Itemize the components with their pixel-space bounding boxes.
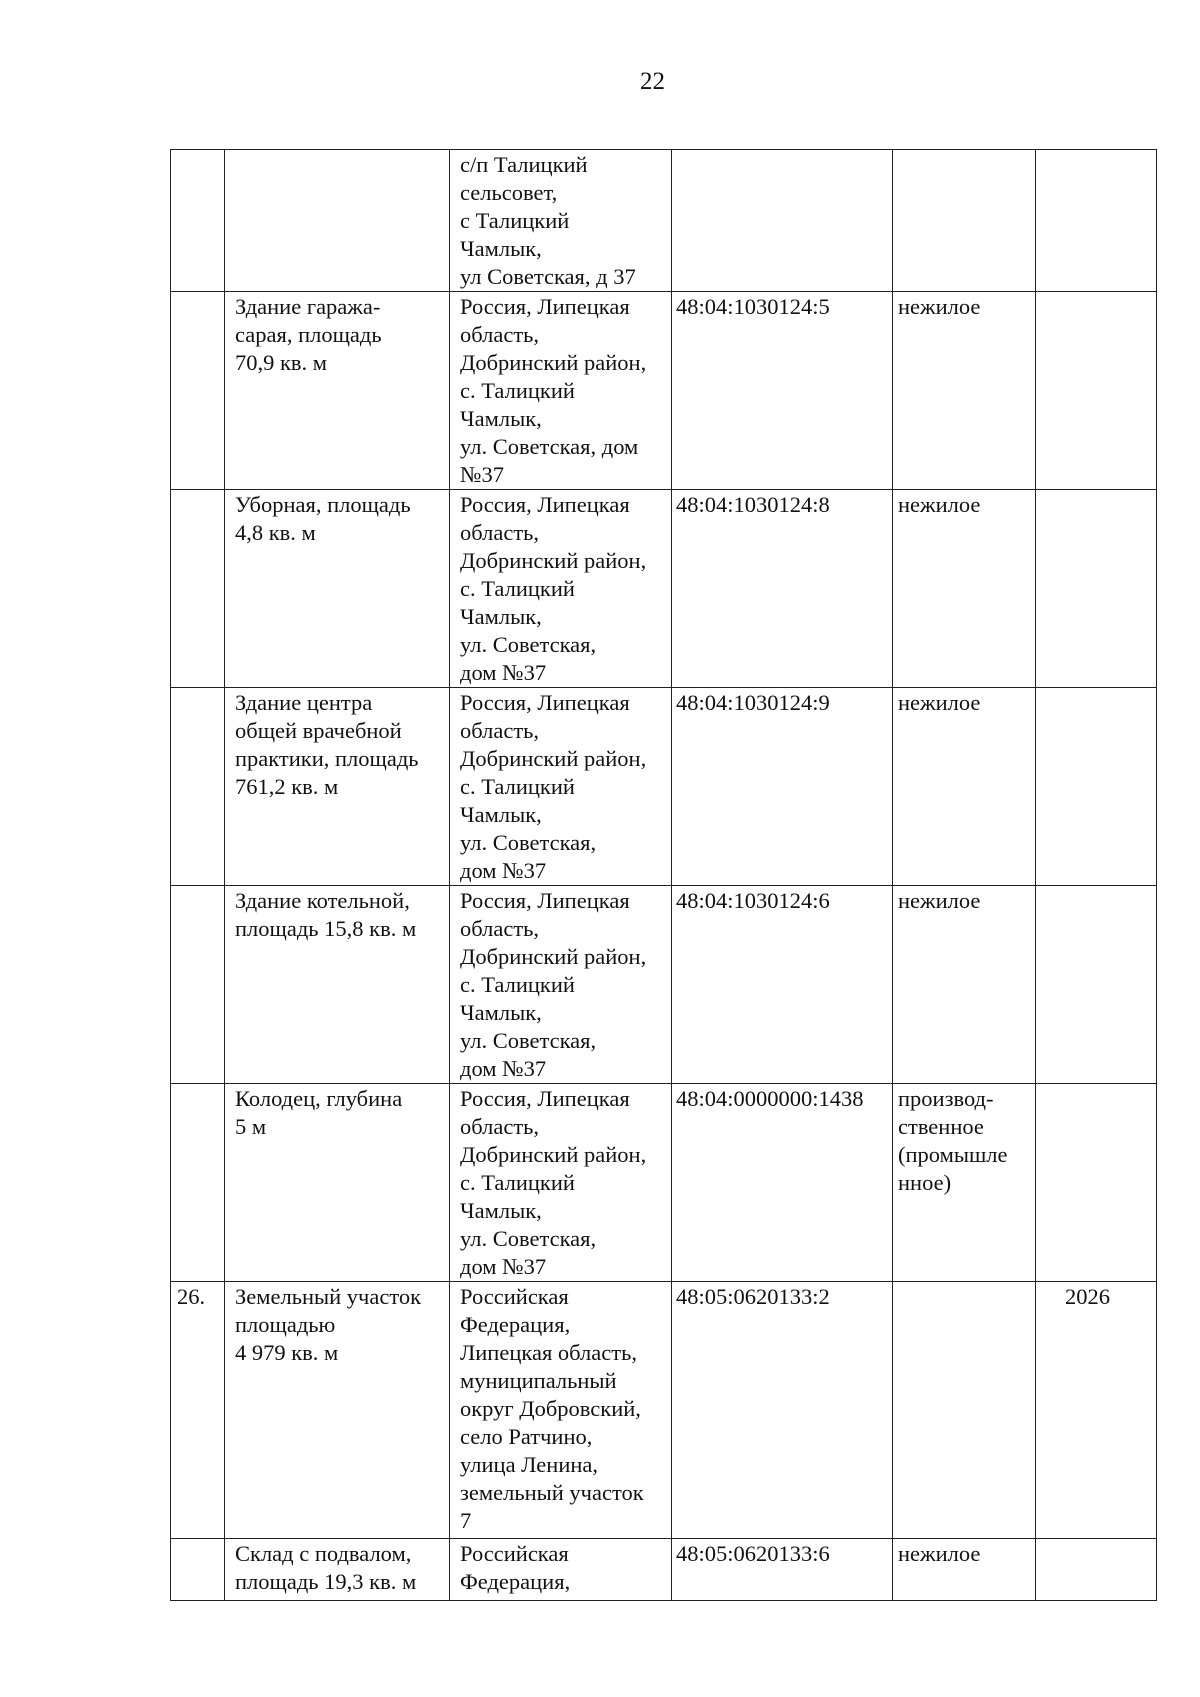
cell-line: нежилое xyxy=(898,690,981,715)
row-number-cell xyxy=(171,292,225,490)
year-cell xyxy=(1036,688,1157,886)
row-number-cell xyxy=(171,688,225,886)
cell-line: Уборная, площадь xyxy=(235,492,411,517)
table-row xyxy=(171,490,1157,688)
address-cell xyxy=(450,688,672,886)
cell-line: производ- xyxy=(898,1086,994,1111)
cell-line: Российская xyxy=(460,1284,569,1309)
cell-line: земельный участок xyxy=(460,1480,644,1505)
cell-line: общей врачебной xyxy=(235,718,402,743)
cell-line: Земельный участок xyxy=(235,1284,422,1309)
row-number-cell xyxy=(171,150,225,292)
cell-line: улица Ленина, xyxy=(460,1452,599,1477)
cell-line: Добринский район, xyxy=(460,944,647,969)
cell-line: Федерация, xyxy=(460,1569,571,1594)
cadastral-number-cell: 48:05:0620133:2 xyxy=(672,1282,893,1539)
cell-line: площадь 15,8 кв. м xyxy=(235,916,417,941)
cell-line: ул. Советская, xyxy=(460,632,597,657)
property-table-body xyxy=(171,150,1157,1601)
row-number-cell xyxy=(171,1539,225,1601)
address-cell xyxy=(450,150,672,292)
cell-line: область, xyxy=(460,520,540,545)
purpose-cell xyxy=(893,688,1036,886)
cell-line: Липецкая область, xyxy=(460,1340,637,1365)
cell-line: (промышле xyxy=(898,1142,1008,1167)
cell-line: ул. Советская, xyxy=(460,1028,597,1053)
cell-line: нежилое xyxy=(898,294,981,319)
page-number: 22 xyxy=(640,68,665,95)
cell-line: область, xyxy=(460,1114,540,1139)
purpose-cell xyxy=(893,292,1036,490)
cell-line: округ Добровский, xyxy=(460,1396,641,1421)
property-table xyxy=(170,149,1157,1601)
year-cell: 2026 xyxy=(1036,1282,1157,1539)
table-row xyxy=(171,688,1157,886)
cell-line: дом №37 xyxy=(460,1254,547,1279)
purpose-cell xyxy=(893,490,1036,688)
table-row xyxy=(171,1282,1157,1539)
table-row xyxy=(171,292,1157,490)
cell-line: Добринский район, xyxy=(460,1142,647,1167)
purpose-cell xyxy=(893,1084,1036,1282)
cell-line: сарая, площадь xyxy=(235,322,382,347)
address-cell xyxy=(450,1084,672,1282)
cadastral-number-cell: 48:04:1030124:8 xyxy=(672,490,893,688)
object-name-cell xyxy=(225,688,450,886)
cell-line: ул. Советская, xyxy=(460,830,597,855)
purpose-cell xyxy=(893,150,1036,292)
cell-line: 761,2 кв. м xyxy=(235,774,339,799)
cell-line: ул. Советская, xyxy=(460,1226,597,1251)
cell-line: Россия, Липецкая xyxy=(460,294,630,319)
cell-line: 5 м xyxy=(235,1114,267,1139)
table-row xyxy=(171,1084,1157,1282)
cell-line: с Талицкий xyxy=(460,208,570,233)
cell-line: Чамлык, xyxy=(460,802,542,827)
cell-line: дом №37 xyxy=(460,1056,547,1081)
table-row xyxy=(171,886,1157,1084)
cell-line: муниципальный xyxy=(460,1368,617,1393)
table-row xyxy=(171,150,1157,292)
year-cell xyxy=(1036,292,1157,490)
purpose-cell xyxy=(893,1539,1036,1601)
cell-line: Колодец, глубина xyxy=(235,1086,403,1111)
cadastral-number-cell: 48:04:1030124:6 xyxy=(672,886,893,1084)
address-cell xyxy=(450,886,672,1084)
cell-line: с. Талицкий xyxy=(460,774,575,799)
address-cell xyxy=(450,1282,672,1539)
cell-line: с. Талицкий xyxy=(460,378,575,403)
table-row xyxy=(171,1539,1157,1601)
object-name-cell xyxy=(225,292,450,490)
address-cell xyxy=(450,292,672,490)
cell-line: Склад с подвалом, xyxy=(235,1541,412,1566)
cell-line: 7 xyxy=(460,1508,472,1533)
cell-line: село Ратчино, xyxy=(460,1424,593,1449)
address-cell xyxy=(450,1539,672,1601)
cell-line: площадью xyxy=(235,1312,336,1337)
cadastral-number-cell: 48:05:0620133:6 xyxy=(672,1539,893,1601)
cell-line: Россия, Липецкая xyxy=(460,1086,630,1111)
object-name-cell xyxy=(225,1084,450,1282)
year-cell xyxy=(1036,886,1157,1084)
object-name-cell xyxy=(225,1539,450,1601)
cell-line: с. Талицкий xyxy=(460,576,575,601)
cell-line: дом №37 xyxy=(460,858,547,883)
cadastral-number-cell: 48:04:1030124:5 xyxy=(672,292,893,490)
cell-line: область, xyxy=(460,916,540,941)
cell-line: с. Талицкий xyxy=(460,1170,575,1195)
cell-line: ственное xyxy=(898,1114,984,1139)
year-cell xyxy=(1036,150,1157,292)
object-name-cell xyxy=(225,490,450,688)
cadastral-number-cell: 48:04:0000000:1438 xyxy=(672,1084,893,1282)
cadastral-number-cell: 48:04:1030124:9 xyxy=(672,688,893,886)
cell-line: Чамлык, xyxy=(460,1000,542,1025)
cell-line: Чамлык, xyxy=(460,406,542,431)
cell-line: №37 xyxy=(460,462,504,487)
row-number-cell xyxy=(171,1084,225,1282)
cell-line: Чамлык, xyxy=(460,604,542,629)
cell-line: нежилое xyxy=(898,492,981,517)
year-cell xyxy=(1036,1084,1157,1282)
cell-line: площадь 19,3 кв. м xyxy=(235,1569,417,1594)
cell-line: Россия, Липецкая xyxy=(460,492,630,517)
cell-line: Здание котельной, xyxy=(235,888,410,913)
row-number-cell: 26. xyxy=(171,1282,225,1539)
cell-line: Чамлык, xyxy=(460,1198,542,1223)
cell-line: дом №37 xyxy=(460,660,547,685)
year-cell xyxy=(1036,490,1157,688)
cadastral-number-cell xyxy=(672,150,893,292)
purpose-cell xyxy=(893,1282,1036,1539)
cell-line: Россия, Липецкая xyxy=(460,690,630,715)
cell-line: Здание гаража- xyxy=(235,294,381,319)
cell-line: область, xyxy=(460,322,540,347)
cell-line: 4 979 кв. м xyxy=(235,1340,339,1365)
cell-line: ул. Советская, дом xyxy=(460,434,639,459)
cell-line: Россия, Липецкая xyxy=(460,888,630,913)
cell-line: Чамлык, xyxy=(460,236,542,261)
cell-line: с/п Талицкий xyxy=(460,152,588,177)
cell-line: Российская xyxy=(460,1541,569,1566)
cell-line: нежилое xyxy=(898,1541,981,1566)
cell-line: нное) xyxy=(898,1170,952,1195)
cell-line: ул Советская, д 37 xyxy=(460,264,636,289)
object-name-cell xyxy=(225,1282,450,1539)
cell-line: 70,9 кв. м xyxy=(235,350,328,375)
cell-line: Добринский район, xyxy=(460,548,647,573)
cell-line: 4,8 кв. м xyxy=(235,520,316,545)
address-cell xyxy=(450,490,672,688)
year-cell xyxy=(1036,1539,1157,1601)
cell-line: с. Талицкий xyxy=(460,972,575,997)
cell-line: сельсовет, xyxy=(460,180,558,205)
cell-line: Добринский район, xyxy=(460,350,647,375)
cell-line: область, xyxy=(460,718,540,743)
row-number-cell xyxy=(171,886,225,1084)
row-number-cell xyxy=(171,490,225,688)
purpose-cell xyxy=(893,886,1036,1084)
object-name-cell xyxy=(225,150,450,292)
cell-line: Добринский район, xyxy=(460,746,647,771)
cell-line: Здание центра xyxy=(235,690,373,715)
object-name-cell xyxy=(225,886,450,1084)
cell-line: практики, площадь xyxy=(235,746,419,771)
cell-line: Федерация, xyxy=(460,1312,571,1337)
cell-line: нежилое xyxy=(898,888,981,913)
